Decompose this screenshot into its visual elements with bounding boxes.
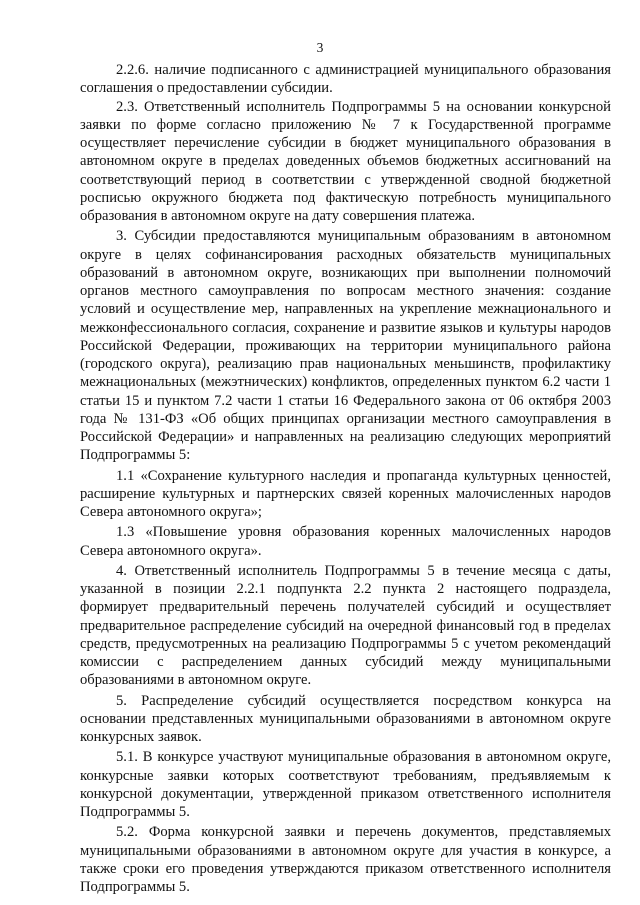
- paragraph-1-3: 1.3 «Повышение уровня образования коренных малочисленных народов Севера автономного округа».: [80, 524, 611, 559]
- paragraph-2-2-6: 2.2.6. наличие подписанного с администрацией муниципального образования соглашения о предоставлении субсидии.: [80, 62, 611, 97]
- page-number: 3: [316, 40, 324, 55]
- paragraph-5: 5. Распределение субсидий осуществляется посредством конкурса на основании представленных муниципальными образованиями в автономном округе конкурсных заявок.: [80, 692, 611, 745]
- paragraph-5-2: 5.2. Форма конкурсной заявки и перечень документов, представляемых муниципальными образованиями в автономном округе для участия в конкурсе, а также сроки его проведения утверждаются приказом ответственного исполнителя Подпрограммы 5.: [80, 824, 611, 895]
- paragraph-2-3: 2.3. Ответственный исполнитель Подпрограммы 5 на основании конкурсной заявки по форме согласно приложению № 7 к Государственной программе осуществляет перечисление субсидии в бюджет муниципального образования в автономном округе в пределах доведенных объемов бюджетных ассигнований на соответствующий период в соответствии с утвержденной сводной бюджетной росписью окружного бюджета под фактическую потребность муниципального образования в автономном округе на дату совершения платежа.: [80, 98, 611, 224]
- paragraph-5-1: 5.1. В конкурсе участвуют муниципальные образования в автономном округе, конкурсные заявки которых соответствуют требованиям, предъявляемым к конкурсной документации, утвержденной приказом ответственного исполнителя Подпрограммы 5.: [80, 749, 611, 820]
- paragraph-4: 4. Ответственный исполнитель Подпрограммы 5 в течение месяца с даты, указанной в позиции 2.2.1 подпункта 2.2 пункта 2 настоящего подраздела, формирует предварительный перечень получателей субсидий и осуществляет предварительное распределение субсидий на очередной финансовый год в пределах средств, предусмотренных на реализацию Подпрограммы 5 с учетом рекомендаций комиссии с распределением данных субсидий между муниципальными образованиями в автономном округе.: [80, 562, 611, 689]
- document-body: [80, 61, 611, 898]
- paragraph-3: 3. Субсидии предоставляются муниципальным образованиям в автономном округе в целях софинансирования расходных обязательств муниципальных образований в автономном округе, возникающих при выполнении полномочий органов местного самоуправления по вопросам местного значения: создание условий и осуществление мер, направленных на укрепление межнационального и межконфессионального согласия, сохранение и развитие языков и культуры народов Российской Федерации, проживающих на территории муниципального района (городского округа), реализацию прав национальных меньшинств, профилактику межнациональных (межэтнических) конфликтов, определенных пунктом 6.2 части 1 статьи 15 и пунктом 7.2 части 1 статьи 16 Федерального закона от 06 октября 2003 года № 131-ФЗ «Об общих принципах организации местного самоуправления в Российской Федерации» и направленных на реализацию следующих мероприятий Подпрограммы 5:: [80, 228, 611, 464]
- paragraph-1-1: 1.1 «Сохранение культурного наследия и пропаганда культурных ценностей, расширение культурных и партнерских связей коренных малочисленных народов Севера автономного округа»;: [80, 467, 611, 520]
